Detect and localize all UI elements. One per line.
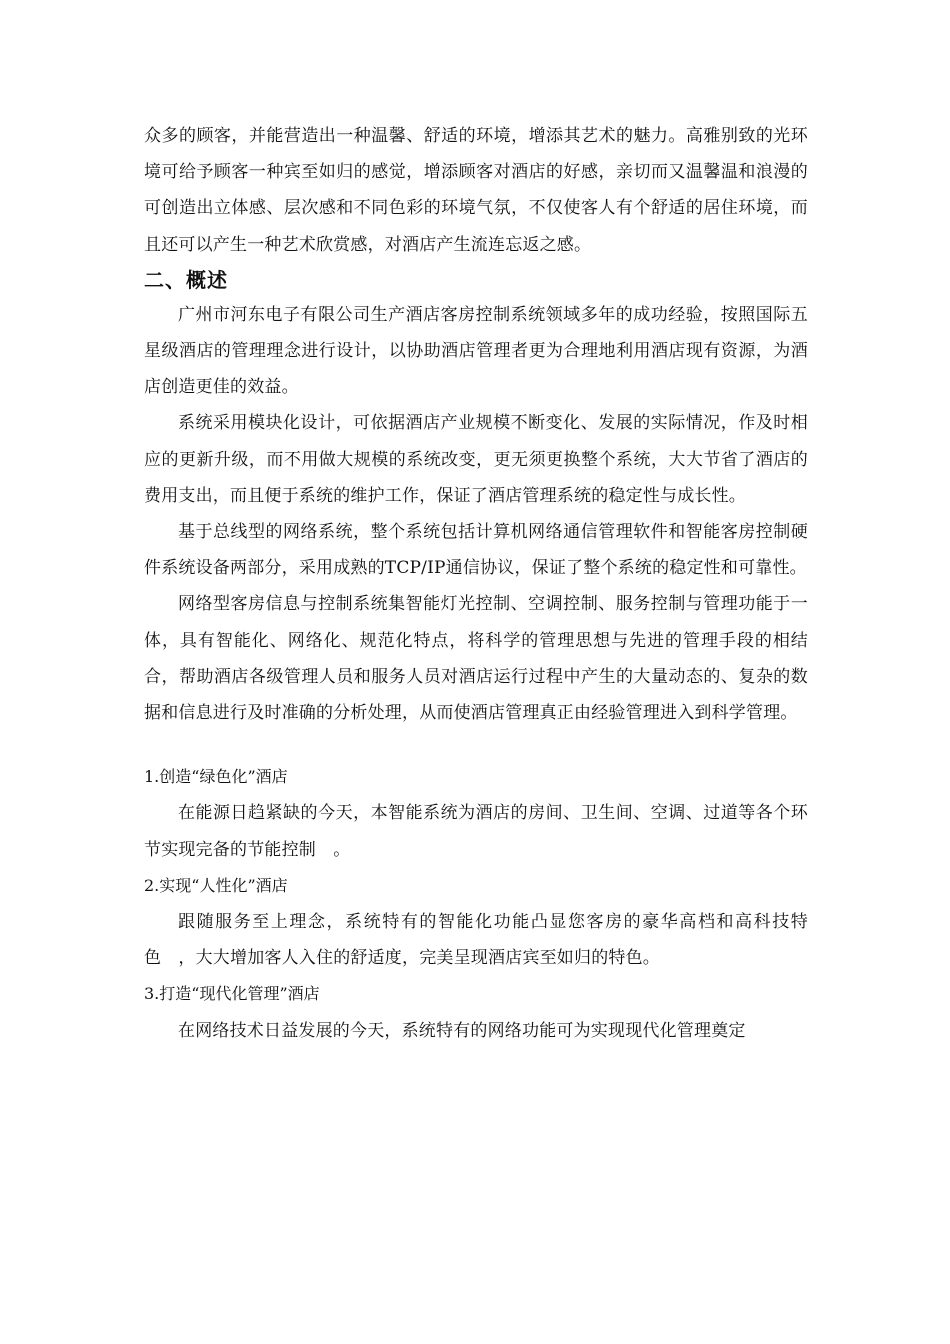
document-page (144, 118, 808, 1049)
list-item-title: 3.打造“现代化管理”酒店 (144, 984, 320, 1004)
feature-list (144, 759, 808, 1049)
intro-paragraph: 众多的顾客，并能营造出一种温馨、舒适的环境，增添其艺术的魅力。高雅别致的光环境可给予顾客一种宾至如归的感觉，增添顾客对酒店的好感，亲切而又温馨温和浪漫的可创造出立体感、层次感和不同色彩的环境气氛，不仅使客人有个舒适的居住环境，而且还可以产生一种艺术欣赏感，对酒店产生流连忘返之感。 (144, 126, 808, 255)
body-paragraph: 广州市河东电子有限公司生产酒店客房控制系统领域多年的成功经验，按照国际五星级酒店的管理理念进行设计，以协助酒店管理者更为合理地利用酒店现有资源，为酒店创造更佳的效益。 (144, 304, 808, 398)
body-paragraph: 网络型客房信息与控制系统集智能灯光控制、空调控制、服务控制与管理功能于一体，具有智能化、网络化、规范化特点，将科学的管理思想与先进的管理手段的相结合，帮助酒店各级管理人员和服务人员对酒店运行过程中产生的大量动态的、复杂的数据和信息进行及时准确的分析处理，从而使酒店管理真正由经验管理进入到科学管理。 (144, 594, 808, 724)
list-item-title: 1.创造“绿色化”酒店 (144, 767, 288, 787)
body-paragraph: 系统采用模块化设计，可依据酒店产业规模不断变化、发展的实际情况，作及时相应的更新升级，而不用做大规模的系统改变，更无须更换整个系统，大大节省了酒店的费用支出，而且便于系统的维护工作，保证了酒店管理系统的稳定性与成长性。 (144, 413, 808, 506)
list-item-body: 跟随服务至上理念，系统特有的智能化功能凸显您客房的豪华高档和高科技特色 ，大大增加客人入住的舒适度，完美呈现酒店宾至如归的特色。 (144, 912, 808, 969)
body-paragraph: 基于总线型的网络系统，整个系统包括计算机网络通信管理软件和智能客房控制硬件系统设备两部分，采用成熟的TCP/IP通信协议，保证了整个系统的稳定性和可靠性。 (144, 522, 808, 579)
list-item-body: 在能源日趋紧缺的今天，本智能系统为酒店的房间、卫生间、空调、过道等各个环节实现完备的节能控制 。 (144, 803, 808, 860)
section-heading: 二、概述 (144, 267, 228, 292)
list-item-title: 2.实现“人性化”酒店 (144, 875, 288, 895)
list-item-body: 在网络技术日益发展的今天，系统特有的网络功能可为实现现代化管理奠定 (178, 1020, 746, 1041)
